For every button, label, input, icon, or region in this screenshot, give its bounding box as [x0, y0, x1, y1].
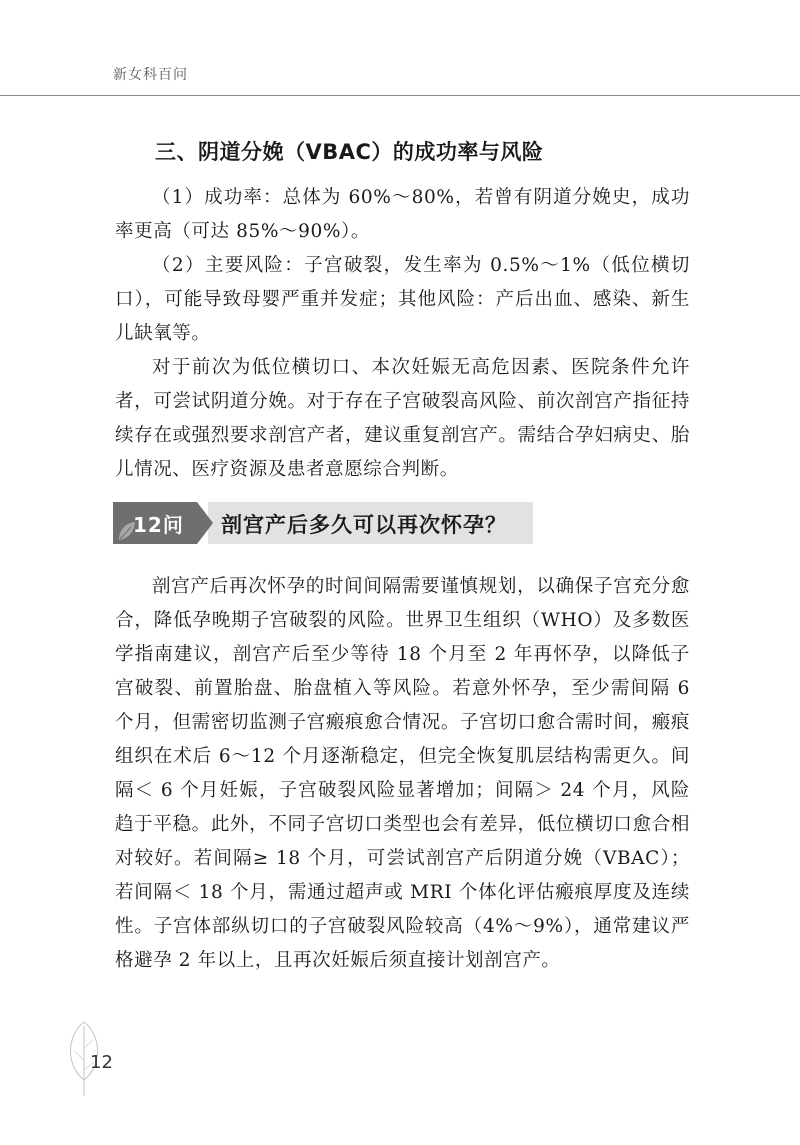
question-number-label: 12问 — [133, 513, 184, 537]
section-body — [115, 181, 690, 487]
section-heading: 三、阴道分娩（VBAC）的成功率与风险 — [155, 140, 544, 164]
question-paragraph: 剖宫产后再次怀孕的时间间隔需要谨慎规划，以确保子宫充分愈合，降低孕晚期子宫破裂的风险。世界卫生组织（WHO）及多数医学指南建议，剖宫产后至少等待 18 个月至 2 年再怀孕，以降低子宫破裂、前置胎盘、胎盘植入等风险。若意外怀孕，至少需间隔 6 个月，但需密切监测子宫瘢痕愈合情况。子宫切口愈合需时间，瘢痕组织在术后 6～12 个月逐渐稳定，但完全恢复肌层结构需更久。间隔＜ 6 个月妊娠，子宫破裂风险显著增加；间隔＞ 24 个月，风险趋于平稳。此外，不同子宫切口类型也会有差异，低位横切口愈合相对较好。若间隔≥ 18 个月，可尝试剖宫产后阴道分娩（VBAC）；若间隔＜ 18 个月，需通过超声或 MRI 个体化评估瘢痕厚度及连续性。子宫体部纵切口的子宫破裂风险较高（4%～9%），通常建议严格避孕 2 年以上，且再次妊娠后须直接计划剖宫产。 — [115, 576, 690, 971]
header-rule — [0, 95, 800, 96]
section-paragraph-recommendation: 对于前次为低位横切口、本次妊娠无高危因素、医院条件允许者，可尝试阴道分娩。对于存在子宫破裂高风险、前次剖宫产指征持续存在或强烈要求剖宫产者，建议重复剖宫产。需结合孕妇病史、胎儿情况、医疗资源及患者意愿综合判断。 — [115, 357, 690, 480]
question-body — [115, 570, 690, 978]
question-title: 剖宫产后多久可以再次怀孕？ — [221, 513, 507, 537]
question-banner — [113, 502, 533, 544]
page-number: 12 — [90, 1052, 113, 1073]
section-paragraph-main-risks: （2）主要风险：子宫破裂，发生率为 0.5%～1%（低位横切口），可能导致母婴严重并发症；其他风险：产后出血、感染、新生儿缺氧等。 — [115, 255, 690, 344]
running-header: 新女科百问 — [113, 67, 188, 83]
section-paragraph-success-rate: （1）成功率：总体为 60%～80%，若曾有阴道分娩史，成功率更高（可达 85%～90%）。 — [115, 187, 690, 242]
